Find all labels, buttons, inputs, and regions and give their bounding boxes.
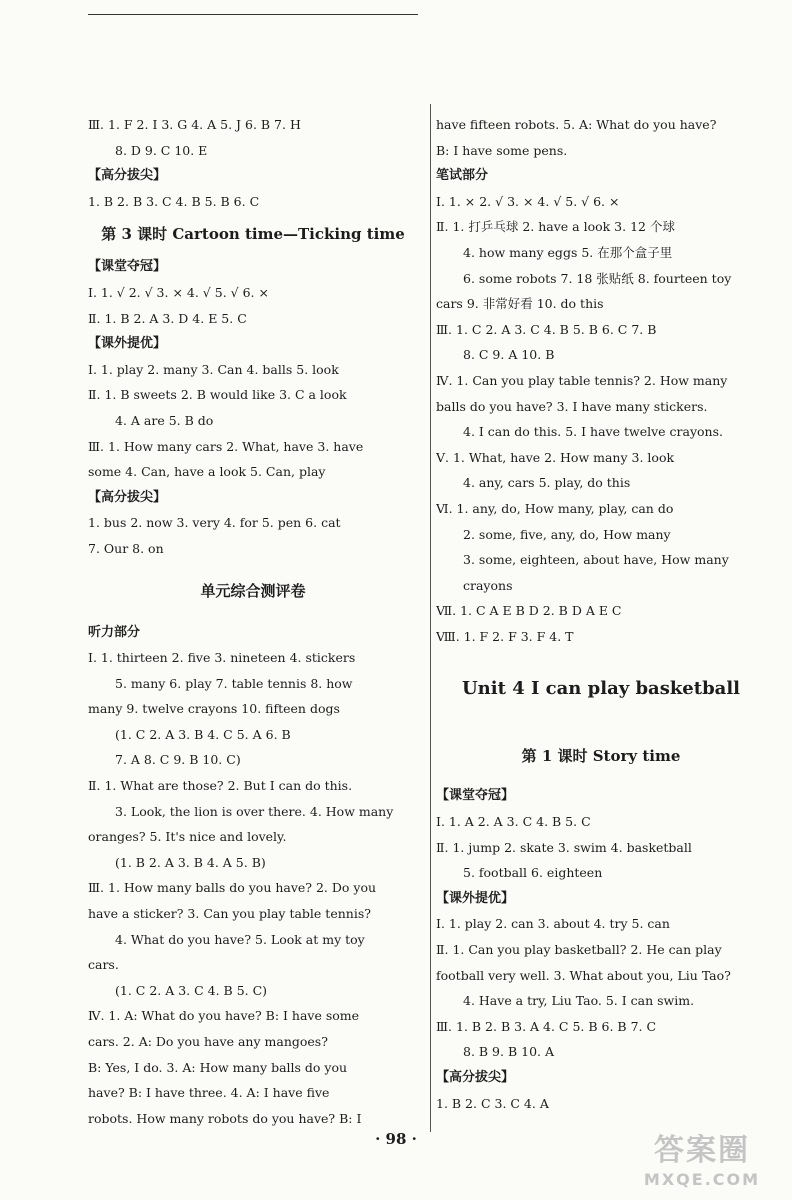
answer-line: Ⅲ. 1. How many balls do you have? 2. Do you xyxy=(88,880,377,896)
unit-test-title: 单元综合测评卷 xyxy=(200,581,306,600)
answer-line: Ⅱ. 1. What are those? 2. But I can do this. xyxy=(88,778,353,794)
answer-line: 8. C 9. A 10. B xyxy=(463,347,555,363)
answer-line: Ⅲ. 1. C 2. A 3. C 4. B 5. B 6. C 7. B xyxy=(436,321,657,337)
answer-line: Ⅱ. 1. B 2. A 3. D 4. E 5. C xyxy=(88,310,247,326)
answer-line: cars. xyxy=(88,957,119,973)
answer-line: 5. many 6. play 7. table tennis 8. how xyxy=(115,675,353,691)
answer-line: 1. B 2. B 3. C 4. B 5. B 6. C xyxy=(88,193,260,209)
answer-line: many 9. twelve crayons 10. fifteen dogs xyxy=(88,701,340,717)
answer-line: Ⅵ. 1. any, do, How many, play, can do xyxy=(436,500,674,516)
answer-line: cars. 2. A: Do you have any mangoes? xyxy=(88,1034,328,1049)
answer-line: (1. B 2. A 3. B 4. A 5. B) xyxy=(115,854,266,870)
answer-line: robots. How many robots do you have? B: I xyxy=(88,1110,362,1126)
answer-line: 6. some robots 7. 18 张贴纸 8. fourteen toy xyxy=(463,270,732,286)
answer-line: 4. What do you have? 5. Look at my toy xyxy=(115,931,365,947)
answer-line: 3. some, eighteen, about have, How many xyxy=(463,552,729,568)
section-heading: 【高分拔尖】 xyxy=(88,168,167,184)
lesson-title: 第 1 课时 Story time xyxy=(521,747,681,766)
answer-line: (1. C 2. A 3. C 4. B 5. C) xyxy=(115,982,268,998)
section-heading: 【课堂夺冠】 xyxy=(436,788,515,804)
answer-line: Ⅰ. 1. thirteen 2. five 3. nineteen 4. stickers xyxy=(88,650,356,666)
answer-line: Ⅷ. 1. F 2. F 3. F 4. T xyxy=(436,628,574,644)
answer-line: Ⅰ. 1. √ 2. √ 3. × 4. √ 5. √ 6. × xyxy=(88,284,269,300)
answer-line: 7. A 8. C 9. B 10. C) xyxy=(115,752,241,768)
unit-title: Unit 4 I can play basketball xyxy=(461,678,740,700)
section-heading: 听力部分 xyxy=(88,624,141,640)
section-heading: 【课外提优】 xyxy=(88,336,167,352)
answer-line: 5. football 6. eighteen xyxy=(463,865,603,881)
section-heading: 笔试部分 xyxy=(436,168,489,184)
answer-line: B: Yes, I do. 3. A: How many balls do you xyxy=(88,1059,348,1075)
answer-line: (1. C 2. A 3. B 4. C 5. A 6. B xyxy=(115,726,291,742)
answer-line: cars 9. 非常好看 10. do this xyxy=(436,296,604,312)
answer-line: 8. D 9. C 10. E xyxy=(115,142,208,158)
answer-line: Ⅲ. 1. How many cars 2. What, have 3. have xyxy=(88,438,364,454)
answer-line: 4. how many eggs 5. 在那个盒子里 xyxy=(463,244,673,260)
answer-line: football very well. 3. What about you, Liu Tao? xyxy=(436,967,731,983)
answer-line: Ⅴ. 1. What, have 2. How many 3. look xyxy=(436,449,675,465)
section-heading: 【课堂夺冠】 xyxy=(88,259,167,275)
answer-line: B: I have some pens. xyxy=(436,142,568,158)
answer-line: Ⅰ. 1. A 2. A 3. C 4. B 5. C xyxy=(436,814,591,830)
answer-line: Ⅱ. 1. 打乒乓球 2. have a look 3. 12 个球 xyxy=(436,219,675,235)
answer-line: Ⅱ. 1. jump 2. skate 3. swim 4. basketball xyxy=(436,839,692,855)
answer-line: Ⅰ. 1. × 2. √ 3. × 4. √ 5. √ 6. × xyxy=(436,193,620,209)
section-heading: 【课外提优】 xyxy=(436,890,515,906)
answer-line: Ⅱ. 1. B sweets 2. B would like 3. C a look xyxy=(88,387,347,403)
answer-line: 4. I can do this. 5. I have twelve crayons. xyxy=(463,424,723,440)
left-column xyxy=(88,112,418,1131)
watermark-logo: 答案圈 xyxy=(654,1133,750,1168)
answer-line: crayons xyxy=(463,577,513,593)
answer-line: 1. bus 2. now 3. very 4. for 5. pen 6. cat xyxy=(88,515,341,531)
answer-line: 4. A are 5. B do xyxy=(115,412,214,428)
answer-line: 7. Our 8. on xyxy=(88,540,164,556)
answer-line: Ⅰ. 1. play 2. can 3. about 4. try 5. can xyxy=(436,916,670,932)
column-divider xyxy=(430,104,431,1132)
answer-line: Ⅲ. 1. F 2. I 3. G 4. A 5. J 6. B 7. H xyxy=(88,117,301,132)
section-heading: 【高分拔尖】 xyxy=(88,489,167,505)
answer-line: balls do you have? 3. I have many stickers. xyxy=(436,398,708,414)
top-rule xyxy=(88,14,418,15)
answer-line: 2. some, five, any, do, How many xyxy=(463,526,671,542)
section-heading: 【高分拔尖】 xyxy=(436,1070,515,1085)
answer-line: Ⅰ. 1. play 2. many 3. Can 4. balls 5. look xyxy=(88,361,339,377)
answer-line: have a sticker? 3. Can you play table tennis? xyxy=(88,906,371,922)
answer-line: have? B: I have three. 4. A: I have five xyxy=(88,1085,330,1101)
answer-line: Ⅲ. 1. B 2. B 3. A 4. C 5. B 6. B 7. C xyxy=(436,1018,657,1034)
answer-line: 4. any, cars 5. play, do this xyxy=(463,475,631,491)
answer-line: have fifteen robots. 5. A: What do you have? xyxy=(436,117,717,132)
watermark xyxy=(632,1132,772,1196)
right-column xyxy=(436,112,766,1116)
page-number: · 98 · xyxy=(375,1130,417,1148)
answer-line: Ⅶ. 1. C A E B D 2. B D A E C xyxy=(436,603,622,619)
lesson-title: 第 3 课时 Cartoon time—Ticking time xyxy=(101,225,405,244)
watermark-url: MXQE.COM xyxy=(643,1170,761,1189)
answer-line: 1. B 2. C 3. C 4. A xyxy=(436,1095,549,1111)
answer-line: 3. Look, the lion is over there. 4. How many xyxy=(115,803,394,819)
answer-line: 8. B 9. B 10. A xyxy=(463,1044,554,1060)
answer-line: Ⅱ. 1. Can you play basketball? 2. He can play xyxy=(436,942,722,958)
answer-line: some 4. Can, have a look 5. Can, play xyxy=(88,464,326,480)
answer-line: Ⅳ. 1. Can you play table tennis? 2. How many xyxy=(436,372,728,388)
answer-line: Ⅳ. 1. A: What do you have? B: I have some xyxy=(88,1008,360,1024)
answer-line: 4. Have a try, Liu Tao. 5. I can swim. xyxy=(463,993,695,1009)
answer-line: oranges? 5. It's nice and lovely. xyxy=(88,829,287,845)
